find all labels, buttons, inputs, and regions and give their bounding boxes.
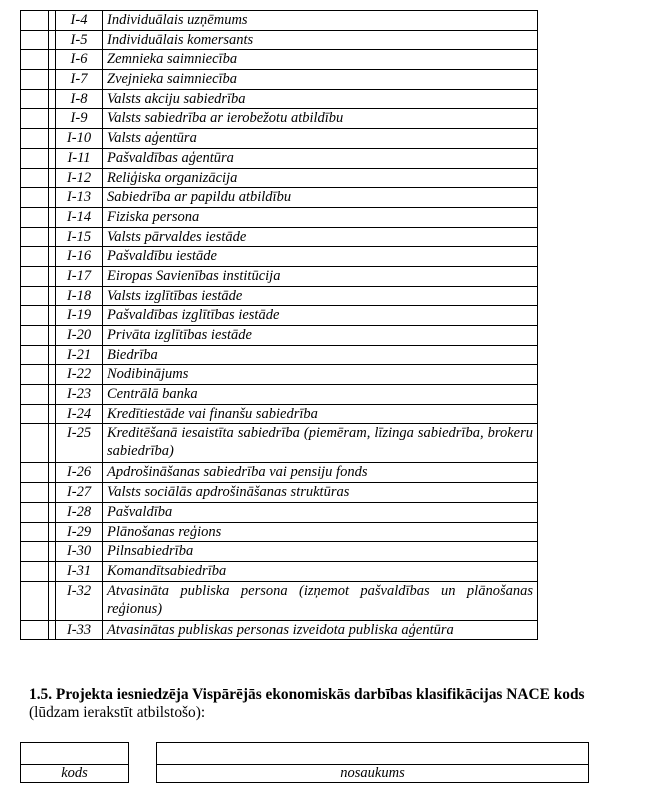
- checkbox-cell[interactable]: [21, 247, 49, 267]
- code-cell: I-21: [56, 345, 103, 365]
- name-cell: Individuālais uzņēmums: [103, 11, 538, 31]
- table-row: [21, 50, 538, 70]
- checkbox-cell[interactable]: [21, 30, 49, 50]
- checkbox-cell[interactable]: [21, 326, 49, 346]
- code-cell: I-31: [56, 561, 103, 581]
- spacer-cell: [49, 404, 56, 424]
- name-cell: Zemnieka saimniecība: [103, 50, 538, 70]
- code-cell: I-10: [56, 129, 103, 149]
- spacer-cell: [49, 561, 56, 581]
- checkbox-cell[interactable]: [21, 620, 49, 640]
- checkbox-cell[interactable]: [21, 502, 49, 522]
- spacer-cell: [49, 247, 56, 267]
- name-cell: Pilnsabiedrība: [103, 542, 538, 562]
- table-row: [21, 463, 538, 483]
- table-row: [21, 109, 538, 129]
- section-heading: 1.5. Projekta iesniedzēja Vispārējās ekonomiskās darbības klasifikācijas NACE kods: [29, 686, 585, 703]
- checkbox-cell[interactable]: [21, 365, 49, 385]
- checkbox-cell[interactable]: [21, 385, 49, 405]
- table-row: [21, 11, 538, 31]
- name-cell: Atvasināta publiska persona (izņemot pašvaldības un plānošanas reģionus): [103, 581, 538, 620]
- checkbox-cell[interactable]: [21, 50, 49, 70]
- code-cell: I-11: [56, 148, 103, 168]
- name-cell: Sabiedrība ar papildu atbildību: [103, 188, 538, 208]
- checkbox-cell[interactable]: [21, 168, 49, 188]
- table-row: [21, 286, 538, 306]
- table-row: [21, 148, 538, 168]
- name-cell: Valsts sabiedrība ar ierobežotu atbildību: [103, 109, 538, 129]
- code-cell: I-22: [56, 365, 103, 385]
- section-note: (lūdzam ierakstīt atbilstošo):: [29, 704, 206, 721]
- spacer-cell: [49, 542, 56, 562]
- spacer-cell: [49, 30, 56, 50]
- checkbox-cell[interactable]: [21, 207, 49, 227]
- table-row: [21, 306, 538, 326]
- code-cell: I-16: [56, 247, 103, 267]
- code-cell: I-6: [56, 50, 103, 70]
- code-cell: I-17: [56, 266, 103, 286]
- code-cell: I-33: [56, 620, 103, 640]
- checkbox-cell[interactable]: [21, 581, 49, 620]
- code-cell: I-9: [56, 109, 103, 129]
- checkbox-cell[interactable]: [21, 424, 49, 463]
- name-cell: Kredītiestāde vai finanšu sabiedrība: [103, 404, 538, 424]
- checkbox-cell[interactable]: [21, 129, 49, 149]
- name-cell: Valsts izglītības iestāde: [103, 286, 538, 306]
- checkbox-cell[interactable]: [21, 542, 49, 562]
- table-row: [21, 129, 538, 149]
- spacer-cell: [49, 109, 56, 129]
- spacer-cell: [49, 424, 56, 463]
- code-cell: I-13: [56, 188, 103, 208]
- table-row: [21, 404, 538, 424]
- name-cell: Valsts pārvaldes iestāde: [103, 227, 538, 247]
- spacer-cell: [49, 502, 56, 522]
- nace-name-label: nosaukums: [157, 765, 589, 783]
- table-row: [21, 502, 538, 522]
- name-cell: Individuālais komersants: [103, 30, 538, 50]
- code-cell: I-19: [56, 306, 103, 326]
- code-cell: I-27: [56, 483, 103, 503]
- name-cell: Zvejnieka saimniecība: [103, 70, 538, 90]
- table-row: [21, 207, 538, 227]
- table-row: [21, 581, 538, 620]
- checkbox-cell[interactable]: [21, 561, 49, 581]
- code-cell: I-5: [56, 30, 103, 50]
- table-row: [21, 227, 538, 247]
- name-cell: Plānošanas reģions: [103, 522, 538, 542]
- name-cell: Centrālā banka: [103, 385, 538, 405]
- checkbox-cell[interactable]: [21, 11, 49, 31]
- nace-code-input[interactable]: [21, 743, 129, 765]
- code-cell: I-23: [56, 385, 103, 405]
- spacer-cell: [49, 345, 56, 365]
- table-row: [21, 542, 538, 562]
- name-cell: Nodibinājums: [103, 365, 538, 385]
- table-row: [21, 89, 538, 109]
- name-cell: Fiziska persona: [103, 207, 538, 227]
- name-cell: Valsts sociālās apdrošināšanas struktūras: [103, 483, 538, 503]
- table-row: [21, 424, 538, 463]
- checkbox-cell[interactable]: [21, 188, 49, 208]
- nace-name-field[interactable]: [156, 742, 589, 783]
- name-cell: Pašvaldības aģentūra: [103, 148, 538, 168]
- spacer-cell: [49, 207, 56, 227]
- name-cell: Valsts akciju sabiedrība: [103, 89, 538, 109]
- table-row: [21, 326, 538, 346]
- spacer-cell: [49, 620, 56, 640]
- spacer-cell: [49, 286, 56, 306]
- spacer-cell: [49, 266, 56, 286]
- table-row: [21, 70, 538, 90]
- spacer-cell: [49, 148, 56, 168]
- name-cell: Pašvaldība: [103, 502, 538, 522]
- table-row: [21, 620, 538, 640]
- nace-code-label: kods: [21, 765, 129, 783]
- table-row: [21, 266, 538, 286]
- spacer-cell: [49, 188, 56, 208]
- checkbox-cell[interactable]: [21, 266, 49, 286]
- spacer-cell: [49, 385, 56, 405]
- spacer-cell: [49, 306, 56, 326]
- checkbox-cell[interactable]: [21, 148, 49, 168]
- table-row: [21, 385, 538, 405]
- code-cell: I-28: [56, 502, 103, 522]
- spacer-cell: [49, 129, 56, 149]
- code-cell: I-26: [56, 463, 103, 483]
- name-cell: Valsts aģentūra: [103, 129, 538, 149]
- checkbox-cell[interactable]: [21, 306, 49, 326]
- spacer-cell: [49, 11, 56, 31]
- spacer-cell: [49, 522, 56, 542]
- name-cell: Pašvaldības izglītības iestāde: [103, 306, 538, 326]
- code-cell: I-25: [56, 424, 103, 463]
- spacer-cell: [49, 326, 56, 346]
- name-cell: Pašvaldību iestāde: [103, 247, 538, 267]
- table-row: [21, 30, 538, 50]
- spacer-cell: [49, 89, 56, 109]
- spacer-cell: [49, 365, 56, 385]
- checkbox-cell[interactable]: [21, 227, 49, 247]
- checkbox-cell[interactable]: [21, 109, 49, 129]
- nace-name-input[interactable]: [157, 743, 589, 765]
- checkbox-cell[interactable]: [21, 463, 49, 483]
- spacer-cell: [49, 227, 56, 247]
- table-row: [21, 561, 538, 581]
- checkbox-cell[interactable]: [21, 345, 49, 365]
- spacer-cell: [49, 463, 56, 483]
- checkbox-cell[interactable]: [21, 483, 49, 503]
- name-cell: Reliģiska organizācija: [103, 168, 538, 188]
- name-cell: Kreditēšanā iesaistīta sabiedrība (piemēram, līzinga sabiedrība, brokeru sabiedrība): [103, 424, 538, 463]
- name-cell: Privāta izglītības iestāde: [103, 326, 538, 346]
- spacer-cell: [49, 50, 56, 70]
- checkbox-cell[interactable]: [21, 522, 49, 542]
- spacer-cell: [49, 483, 56, 503]
- checkbox-cell[interactable]: [21, 404, 49, 424]
- code-cell: I-4: [56, 11, 103, 31]
- table-row: [21, 188, 538, 208]
- table-row: [21, 365, 538, 385]
- spacer-cell: [49, 168, 56, 188]
- code-cell: I-20: [56, 326, 103, 346]
- code-cell: I-24: [56, 404, 103, 424]
- code-cell: I-15: [56, 227, 103, 247]
- name-cell: Biedrība: [103, 345, 538, 365]
- code-cell: I-8: [56, 89, 103, 109]
- name-cell: Atvasinātas publiskas personas izveidota publiska aģentūra: [103, 620, 538, 640]
- name-cell: Komandītsabiedrība: [103, 561, 538, 581]
- table-row: [21, 483, 538, 503]
- code-cell: I-32: [56, 581, 103, 620]
- codes-body: [21, 11, 538, 640]
- code-cell: I-14: [56, 207, 103, 227]
- code-cell: I-7: [56, 70, 103, 90]
- code-cell: I-18: [56, 286, 103, 306]
- spacer-cell: [49, 581, 56, 620]
- code-cell: I-29: [56, 522, 103, 542]
- code-cell: I-12: [56, 168, 103, 188]
- table-row: [21, 168, 538, 188]
- checkbox-cell[interactable]: [21, 286, 49, 306]
- code-cell: I-30: [56, 542, 103, 562]
- name-cell: Apdrošināšanas sabiedrība vai pensiju fonds: [103, 463, 538, 483]
- checkbox-cell[interactable]: [21, 89, 49, 109]
- organization-type-table: [20, 10, 538, 640]
- table-row: [21, 345, 538, 365]
- table-row: [21, 522, 538, 542]
- nace-code-field[interactable]: [20, 742, 129, 783]
- spacer-cell: [49, 70, 56, 90]
- checkbox-cell[interactable]: [21, 70, 49, 90]
- table-row: [21, 247, 538, 267]
- name-cell: Eiropas Savienības institūcija: [103, 266, 538, 286]
